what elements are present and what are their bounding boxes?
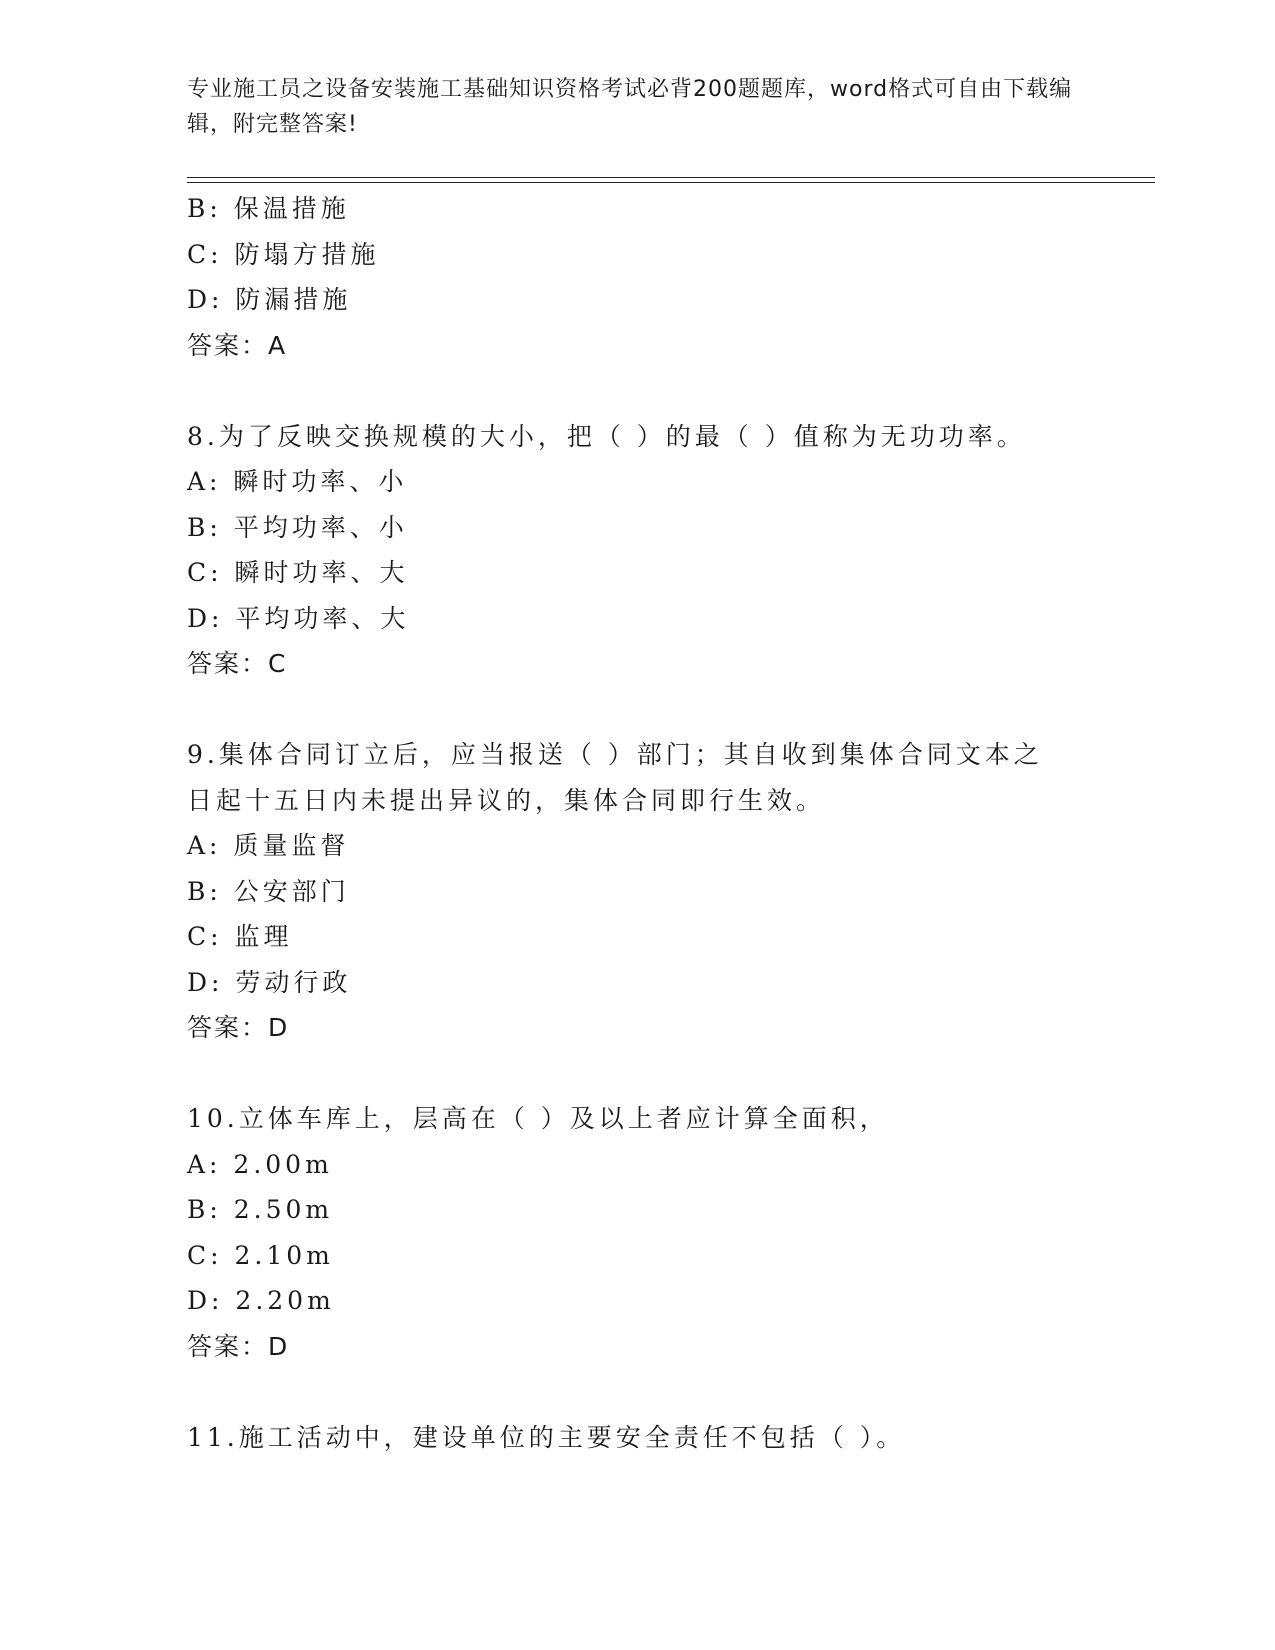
option-a: A: 瞬时功率、小 — [187, 467, 408, 496]
document-header: 专业施工员之设备安装施工基础知识资格考试必背200题题库，word格式可自由下载编辑，附完整答案! — [187, 77, 1073, 137]
answer-line: 答案：C — [187, 649, 288, 678]
header-rule-top — [187, 177, 1155, 178]
spacer — [187, 1051, 1087, 1097]
spacer — [187, 1369, 1087, 1415]
spacer — [187, 368, 1087, 414]
option-c: C: 防塌方措施 — [187, 239, 380, 269]
option-c: C: 2.10m — [187, 1240, 334, 1270]
option-b: B: 公安部门 — [187, 876, 350, 906]
answer-line: 答案：A — [187, 330, 288, 360]
option-d: D: 劳动行政 — [187, 967, 352, 997]
option-c: C: 监理 — [187, 922, 293, 951]
header-rule-bottom — [187, 182, 1155, 183]
question-stem: 9.集体合同订立后，应当报送（ ）部门；其自收到集体合同文本之日起十五日内未提出异议的，集体合同即行生效。 — [187, 740, 1043, 815]
question-stem: 10.立体车库上，层高在（ ）及以上者应计算全面积， — [187, 1104, 889, 1133]
option-b: B: 2.50m — [187, 1195, 334, 1224]
question-stem: 11.施工活动中，建设单位的主要安全责任不包括（ ）。 — [187, 1422, 906, 1452]
spacer — [187, 687, 1087, 733]
option-d: D: 防漏措施 — [187, 285, 352, 314]
answer-line: 答案：D — [187, 1331, 290, 1361]
option-b: B: 保温措施 — [187, 194, 350, 223]
option-a: A: 2.00m — [187, 1149, 333, 1179]
question-content — [187, 186, 1087, 1460]
option-b: B: 平均功率、小 — [187, 512, 408, 542]
option-a: A: 质量监督 — [187, 831, 350, 860]
question-stem: 8.为了反映交换规模的大小，把（ ）的最（ ）值称为无功功率。 — [187, 421, 1026, 451]
option-d: D: 2.20m — [187, 1286, 335, 1315]
answer-line: 答案：D — [187, 1013, 290, 1042]
option-c: C: 瞬时功率、大 — [187, 558, 409, 587]
option-d: D: 平均功率、大 — [187, 603, 410, 633]
